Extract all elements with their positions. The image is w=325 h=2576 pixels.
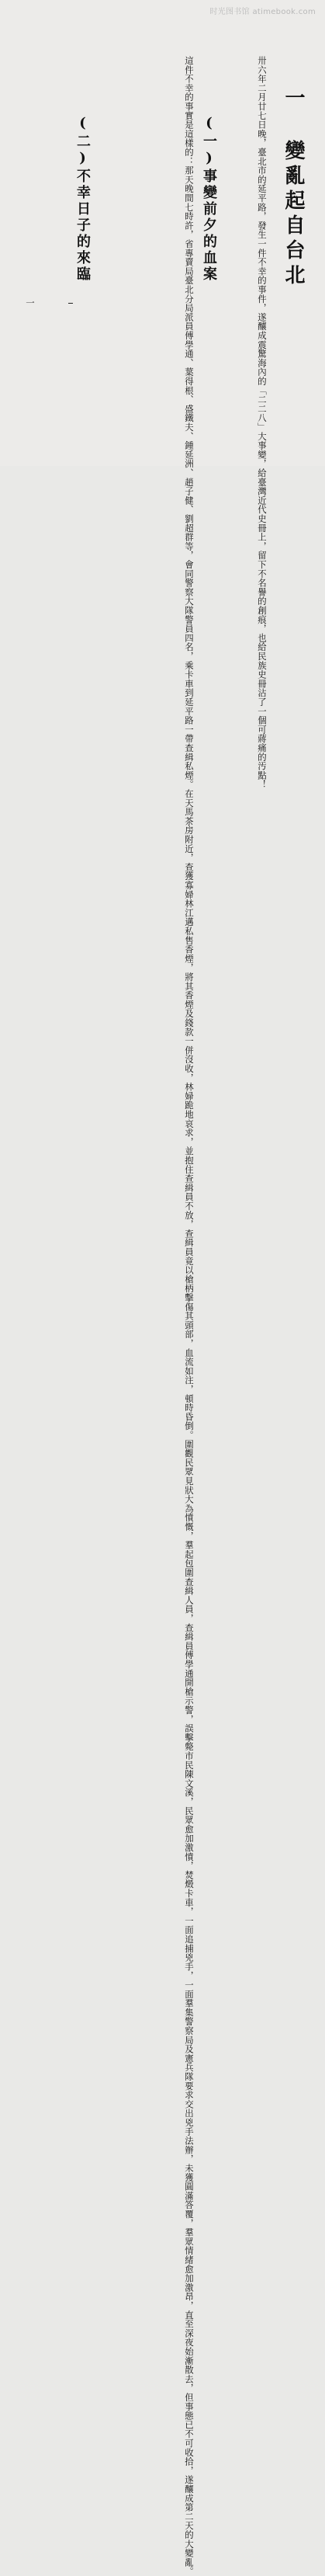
section-one-heading: (一)事變前夕的血案 xyxy=(201,115,217,283)
intro-paragraph: 卅六年二月廿七日晚，臺北市的延平路，發生一件不幸的事件，遂釀成震驚海內的「二二八」大事變，給臺灣近代史冊上，留下不名譽的創痕，也給民族史冊沾了一個可蔣痛的汚點！ xyxy=(257,56,268,789)
section-one-paragraph: 這件不幸的事實是這樣的：那天晚間七時許，省專賣局臺北分局派員傅學通、葉得根、盛鐵夫、鍾延洲、趙子健、劉超群等，會同警察大隊警員四名，乘卡車到延平路一帶查緝私煙。在天馬茶房附近，查獲寡婦林江邁私售香煙，將其香煙及錢款一併沒收，林婦跪地哀求，並抱住查緝員不放，查緝員竟以槍柄擊傷其頭部，血流如注，頓時昏倒。圍觀民眾見狀大為憤慨，羣起包圍查緝人員，查緝員傅學通開槍示警，誤擊斃市民陳文溪，民眾愈加激憤，焚燬卡車，一面追捕兇手，一面羣集警察局及憲兵隊要求交出兇手法辦，未獲圓滿答覆，羣眾情緒愈加激昂，直至深夜始漸散去，但事態已不可收拾，遂釀成第二天的大變亂。 xyxy=(184,56,195,2576)
section-two-heading: (二)不幸日子的來臨 xyxy=(74,115,91,283)
page-marker: 一 xyxy=(25,298,36,308)
divider-line xyxy=(68,303,73,304)
watermark: 时光图书馆 atimebook.com xyxy=(209,8,316,16)
chapter-title: 一 變亂起自台北 xyxy=(282,87,305,289)
